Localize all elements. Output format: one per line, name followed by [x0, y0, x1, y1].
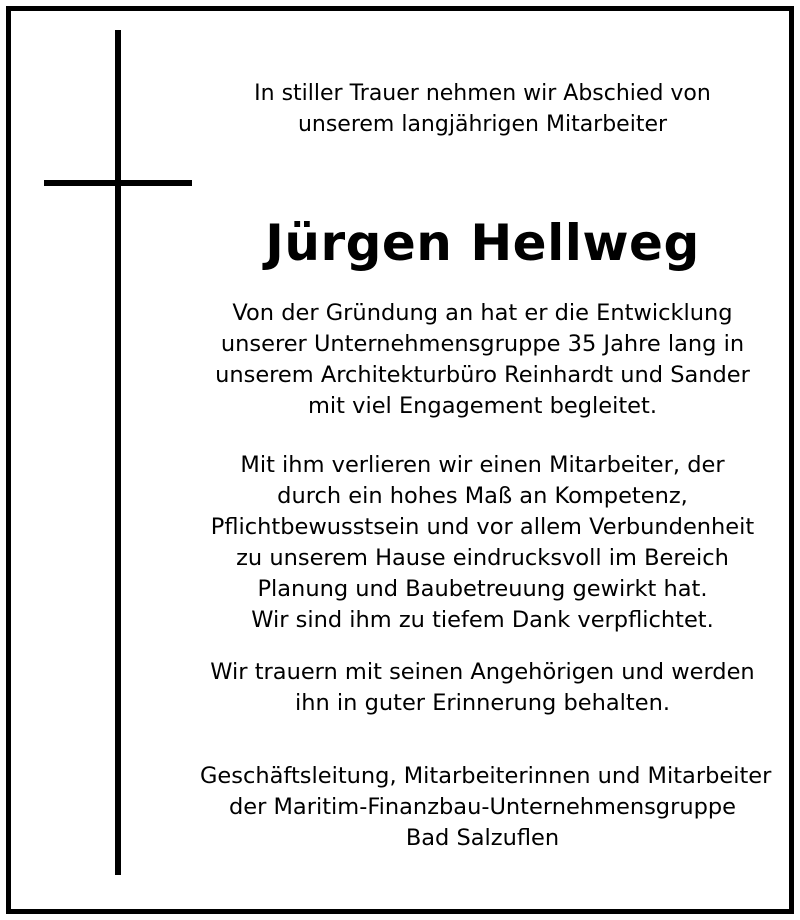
cross-horizontal-bar — [44, 180, 192, 186]
paragraph-line: Mit ihm verlieren wir einen Mitarbeiter, der — [240, 452, 725, 478]
intro-line: In stiller Trauer nehmen wir Abschied von — [254, 81, 711, 106]
paragraph-line: unserer Unternehmensgruppe 35 Jahre lang in — [220, 331, 745, 357]
paragraph-tenure — [200, 298, 765, 422]
paragraph-line: Von der Gründung an hat er die Entwicklung — [232, 300, 733, 326]
deceased-name: Jürgen Hellweg — [265, 214, 700, 272]
intro-text — [200, 78, 765, 140]
paragraph-line: zu unserem Hause eindrucksvoll im Bereich — [236, 545, 729, 571]
paragraph-line: unserem Architekturbüro Reinhardt und Sander — [215, 362, 750, 388]
paragraph-line: Wir sind ihm zu tiefem Dank verpflichtet. — [251, 607, 714, 633]
paragraph-line: ihn in guter Erinnerung behalten. — [295, 690, 670, 716]
intro-line: unserem langjährigen Mitarbeiter — [297, 112, 668, 137]
paragraph-mourning — [200, 657, 765, 719]
signature-line: Bad Salzuflen — [405, 825, 560, 851]
paragraph-line: Planung und Baubetreuung gewirkt hat. — [257, 576, 708, 602]
cross-vertical-bar — [115, 30, 121, 875]
signature-block — [200, 761, 772, 854]
paragraph-line: mit viel Engagement begleitet. — [307, 393, 657, 419]
paragraph-tribute — [200, 450, 765, 636]
signature-line: der Maritim-Finanzbau-Unternehmensgruppe — [228, 794, 737, 820]
signature-line: Geschäftsleitung, Mitarbeiterinnen und Mitarbeiter — [200, 763, 772, 789]
paragraph-line: Wir trauern mit seinen Angehörigen und werden — [210, 659, 755, 685]
paragraph-line: Pflichtbewusstsein und vor allem Verbundenheit — [210, 514, 755, 540]
paragraph-line: durch ein hohes Maß an Kompetenz, — [277, 483, 688, 509]
